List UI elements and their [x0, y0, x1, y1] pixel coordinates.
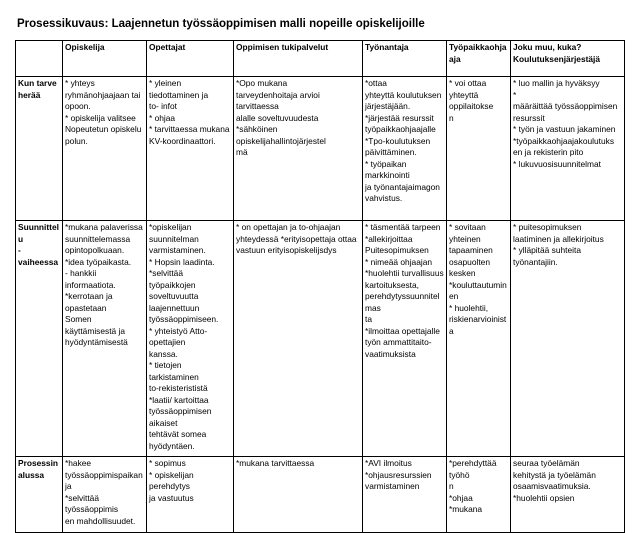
document-title: Prosessikuvaus: Laajennetun työssäoppimisen malli nopeille opiskelijoille [17, 18, 425, 30]
table-cell: * sovitaan yhteinen tapaaminen osapuolten kesken *kouluttautuminen * huolehtii, riskienarvioinista [447, 221, 511, 457]
table-row [16, 457, 625, 533]
table-cell: * täsmentää tarpeen *allekirjoittaa Puitesopimuksen * nimeää ohjaajan *huolehtii turvallisuus kartoituksesta, perehdytyssuunnitelmas ta *ilmoittaa opettajalle työn ammattitaito- vaatimuksista [363, 221, 447, 457]
header-cell-empty [16, 41, 63, 77]
table-cell: *opiskelijan suunnitelman varmistaminen. * Hopsin laadinta. *selvittää työpaikkojen soveltuvuutta laajennettuun työssäoppimiseen. * yhteistyö Atto-opettajien kanssa. * tietojen tarkistaminen to-rekisterististä *laatii/ kartoittaa työssäoppimisen aikaiset tehtävät somea hyödyntäen. [147, 221, 234, 457]
table-cell: * yhteys ryhmänohjaajaan tai opoon. * opiskelija valitsee Nopeutetun opiskelu polun. [63, 77, 147, 221]
table-cell: *AVI ilmoitus *ohjausresurssien varmistaminen [363, 457, 447, 533]
row-label: Suunnittelu -vaiheessa [16, 221, 63, 457]
table-cell: *mukana palaverissa suunnittelemassa opintopolkuaan. *idea työpaikasta. - hankkii informaatiota. *kerrotaan ja opastetaan Somen käyttämisestä ja hyödyntämisestä [63, 221, 147, 457]
row-label: Prosessin alussa [16, 457, 63, 533]
table-cell: * yleinen tiedottaminen ja to- infot * ohjaa * tarvittaessa mukana KV-koordinaattori. [147, 77, 234, 221]
header-cell-tukipalvelut: Oppimisen tukipalvelut [234, 41, 363, 77]
table-cell: *hakee työssäoppimispaikan ja *selvittää työssäoppimis en mahdollisuudet. [63, 457, 147, 533]
table-cell: * luo mallin ja hyväksyy * määräittää työssäoppimisen resurssit * työn ja vastuun jakaminen *työpaikkaohjaajakoulutuks en ja rekisterin pito * lukuvuosisuunnitelmat [511, 77, 625, 221]
table-cell: * voi ottaa yhteyttä oppilaitokse n [447, 77, 511, 221]
header-cell-opiskelija: Opiskelija [63, 41, 147, 77]
header-cell-opettajat: Opettajat [147, 41, 234, 77]
table-row [16, 77, 625, 221]
header-cell-tyonantaja: Työnantaja [363, 41, 447, 77]
table-cell: seuraa työelämän kehitystä ja työelämän osaamisvaatimuksia. *huolehtii opsien [511, 457, 625, 533]
row-label: Kun tarve herää [16, 77, 63, 221]
table-cell: *ottaa yhteyttä koulutuksen järjestäjään. *järjestää resurssit työpaikkaohjaajalle *Tpo-koulutuksen päivittäminen. * työpaikan markkinointi ja työnantajaimagon vahvistus. [363, 77, 447, 221]
header-cell-tyopaikkaohjaaja: Työpaikkaohjaaja [447, 41, 511, 77]
process-table [15, 40, 625, 533]
table-cell: *perehdyttää työhö n *ohjaa *mukana [447, 457, 511, 533]
header-row [16, 41, 625, 77]
table-cell: * sopimus * opiskelijan perehdytys ja vastuutus [147, 457, 234, 533]
table-row [16, 221, 625, 457]
table-cell: * puitesopimuksen laatiminen ja allekirjoitus * ylläpitää suhteita työnantajiin. [511, 221, 625, 457]
table-cell: * on opettajan ja to-ohjaajan yhteydessä *erityisopettaja ottaa vastuun erityisopiskelijsdys [234, 221, 363, 457]
table-cell: *mukana tarvittaessa [234, 457, 363, 533]
table-cell: *Opo mukana tarveydenhoitaja arvioi tarvittaessa alalle soveltuvuudesta *sähköinen opiskelijahallintojärjestel mä [234, 77, 363, 221]
header-cell-joku-muu: Joku muu, kuka? Koulutuksenjärjestäjä [511, 41, 625, 77]
